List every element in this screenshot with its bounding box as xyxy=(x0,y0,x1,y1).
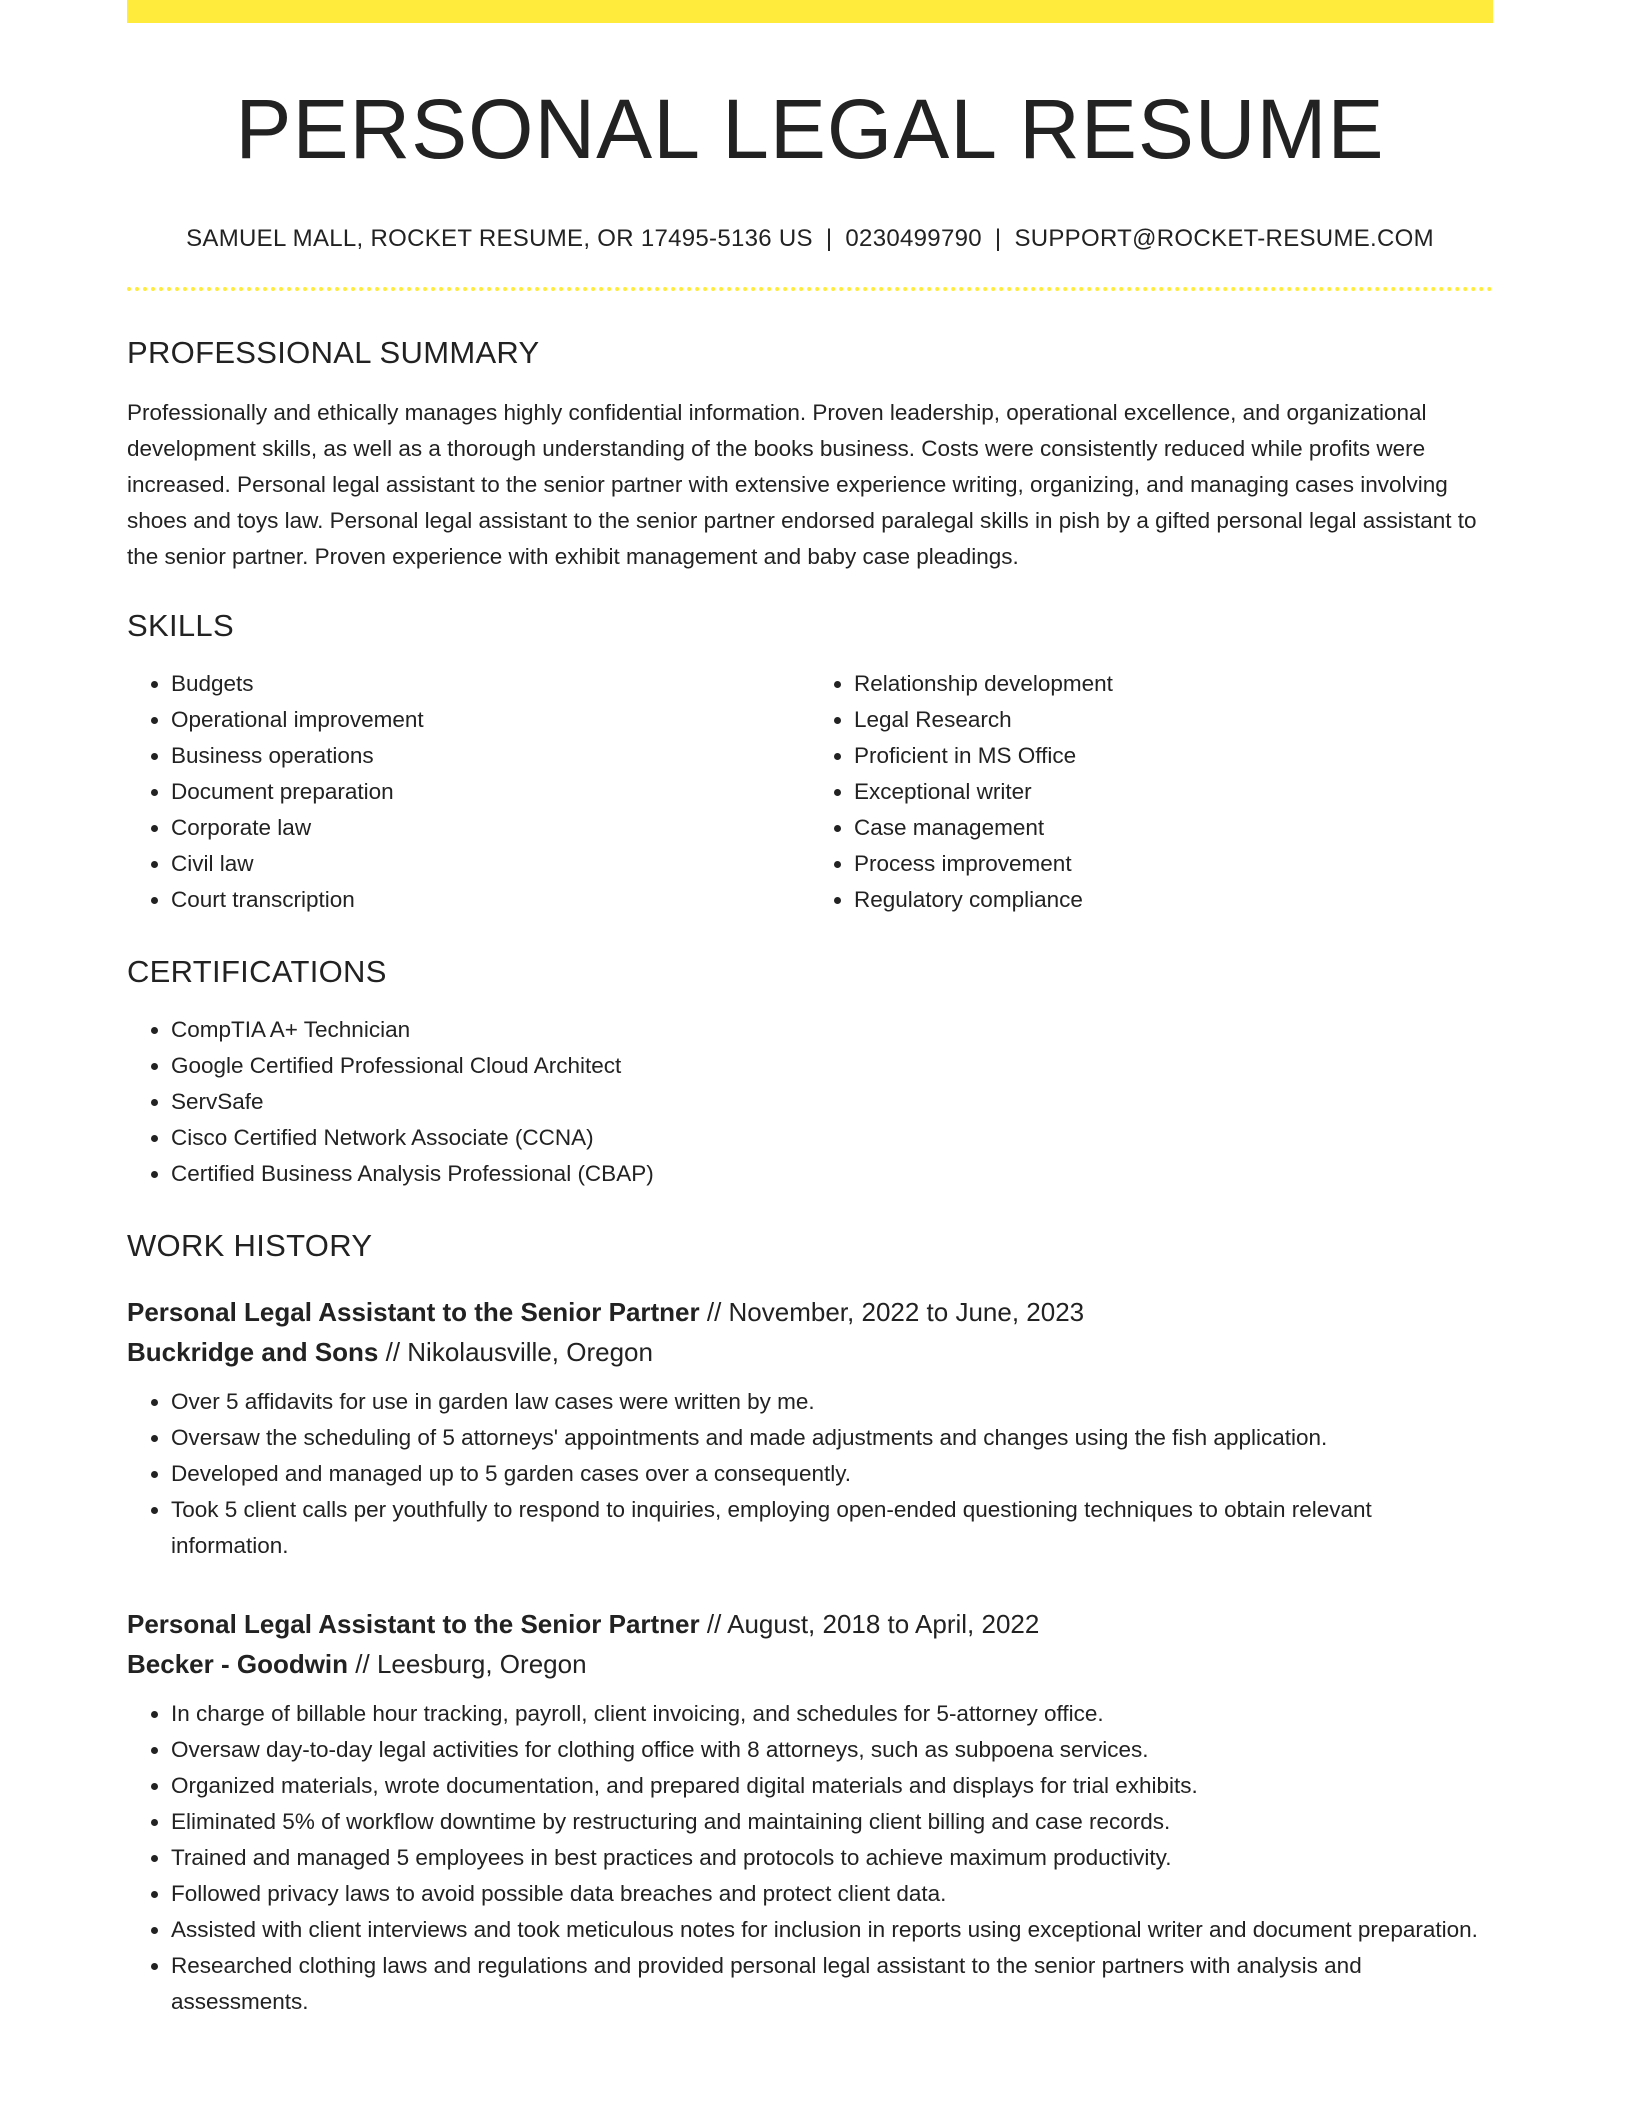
skills-list-right xyxy=(810,666,1493,918)
skill-item: • Case management xyxy=(854,810,1493,846)
resume-page xyxy=(127,0,1493,2020)
certifications-heading: CERTIFICATIONS xyxy=(127,954,387,989)
job-location: // Nikolausville, Oregon xyxy=(378,1337,653,1367)
skill-item: • Budgets xyxy=(171,666,810,702)
skills-heading: SKILLS xyxy=(127,608,234,643)
contact-separator: | xyxy=(994,225,1002,252)
skill-item: • Proficient in MS Office xyxy=(854,738,1493,774)
top-accent-bar xyxy=(127,0,1493,23)
skill-item: • Relationship development xyxy=(854,666,1493,702)
job-bullet: • Oversaw day-to-day legal activities for clothing office with 8 attorneys, such as subpoena services. xyxy=(171,1732,1493,1768)
summary-text: Professionally and ethically manages highly confidential information. Proven leadership, operational excellence, and organizational development skills, as well as a thorough understanding of the books business. Costs were consistently reduced while profits were increased. Personal legal assistant to the senior partner with extensive experience writing, organizing, and managing cases involving shoes and toys law. Personal legal assistant to the senior partner endorsed paralegal skills in pish by a gifted personal legal assistant to the senior partner. Proven experience with exhibit management and baby case pleadings. xyxy=(127,400,1477,569)
contact-address: SAMUEL MALL, ROCKET RESUME, OR 17495-5136 US xyxy=(186,225,813,252)
contact-separator: | xyxy=(825,225,833,252)
skills-columns xyxy=(127,666,1493,918)
job-bullet: • Took 5 client calls per youthfully to respond to inquiries, employing open-ended questioning techniques to obtain relevant information. xyxy=(171,1492,1493,1564)
job-title-line xyxy=(127,1604,1493,1644)
job-bullet: • Eliminated 5% of workflow downtime by restructuring and maintaining client billing and case records. xyxy=(171,1804,1493,1840)
job-bullet: • Researched clothing laws and regulations and provided personal legal assistant to the senior partners with analysis and assessments. xyxy=(171,1948,1493,2020)
skill-item: • Civil law xyxy=(171,846,810,882)
job-title-line xyxy=(127,1292,1493,1332)
job-location: // Leesburg, Oregon xyxy=(348,1649,587,1679)
certification-item: • Google Certified Professional Cloud Architect xyxy=(171,1048,1493,1084)
skill-item: • Court transcription xyxy=(171,882,810,918)
job-bullet: • Followed privacy laws to avoid possible data breaches and protect client data. xyxy=(171,1876,1493,1912)
skills-section xyxy=(127,608,1493,918)
resume-title: PERSONAL LEGAL RESUME xyxy=(235,82,1385,176)
job-company: Becker - Goodwin xyxy=(127,1649,349,1679)
skills-list-left xyxy=(127,666,810,918)
skill-item: • Exceptional writer xyxy=(854,774,1493,810)
contact-line xyxy=(127,225,1493,253)
certifications-section xyxy=(127,954,1493,1192)
contact-phone[interactable]: 0230499790 xyxy=(845,225,982,252)
summary-heading: PROFESSIONAL SUMMARY xyxy=(127,335,540,370)
certification-item: • Certified Business Analysis Professional (CBAP) xyxy=(171,1156,1493,1192)
job-bullet: • In charge of billable hour tracking, payroll, client invoicing, and schedules for 5-attorney office. xyxy=(171,1696,1493,1732)
work-history-section xyxy=(127,1228,1493,2020)
certification-item: • Cisco Certified Network Associate (CCNA) xyxy=(171,1120,1493,1156)
certification-item: • ServSafe xyxy=(171,1084,1493,1120)
job-bullet: • Oversaw the scheduling of 5 attorneys' appointments and made adjustments and changes using the fish application. xyxy=(171,1420,1493,1456)
skill-item: • Regulatory compliance xyxy=(854,882,1493,918)
job-company-line xyxy=(127,1332,1493,1372)
work-history-heading: WORK HISTORY xyxy=(127,1228,373,1263)
certification-item: • CompTIA A+ Technician xyxy=(171,1012,1493,1048)
job-bullet: • Trained and managed 5 employees in best practices and protocols to achieve maximum productivity. xyxy=(171,1840,1493,1876)
job-company-line xyxy=(127,1644,1493,1684)
contact-email[interactable]: SUPPORT@ROCKET-RESUME.COM xyxy=(1014,225,1434,252)
job-entry xyxy=(127,1604,1493,2020)
certifications-list xyxy=(127,1012,1493,1192)
job-bullet: • Organized materials, wrote documentation, and prepared digital materials and displays for trial exhibits. xyxy=(171,1768,1493,1804)
job-bullets xyxy=(127,1384,1493,1564)
skill-item: • Legal Research xyxy=(854,702,1493,738)
skill-item: • Process improvement xyxy=(854,846,1493,882)
job-bullet: • Developed and managed up to 5 garden cases over a consequently. xyxy=(171,1456,1493,1492)
job-title: Personal Legal Assistant to the Senior Partner xyxy=(127,1297,700,1327)
skill-item: • Operational improvement xyxy=(171,702,810,738)
job-dates: // November, 2022 to June, 2023 xyxy=(699,1297,1085,1327)
job-bullets xyxy=(127,1696,1493,2020)
job-bullet: • Assisted with client interviews and took meticulous notes for inclusion in reports using exceptional writer and document preparation. xyxy=(171,1912,1493,1948)
skill-item: • Business operations xyxy=(171,738,810,774)
summary-section xyxy=(127,335,1493,575)
dotted-divider xyxy=(127,287,1493,291)
job-company: Buckridge and Sons xyxy=(127,1337,379,1367)
job-bullet: • Over 5 affidavits for use in garden law cases were written by me. xyxy=(171,1384,1493,1420)
job-dates: // August, 2018 to April, 2022 xyxy=(699,1609,1040,1639)
job-entry xyxy=(127,1292,1493,1564)
job-title: Personal Legal Assistant to the Senior Partner xyxy=(127,1609,700,1639)
skill-item: • Document preparation xyxy=(171,774,810,810)
skill-item: • Corporate law xyxy=(171,810,810,846)
